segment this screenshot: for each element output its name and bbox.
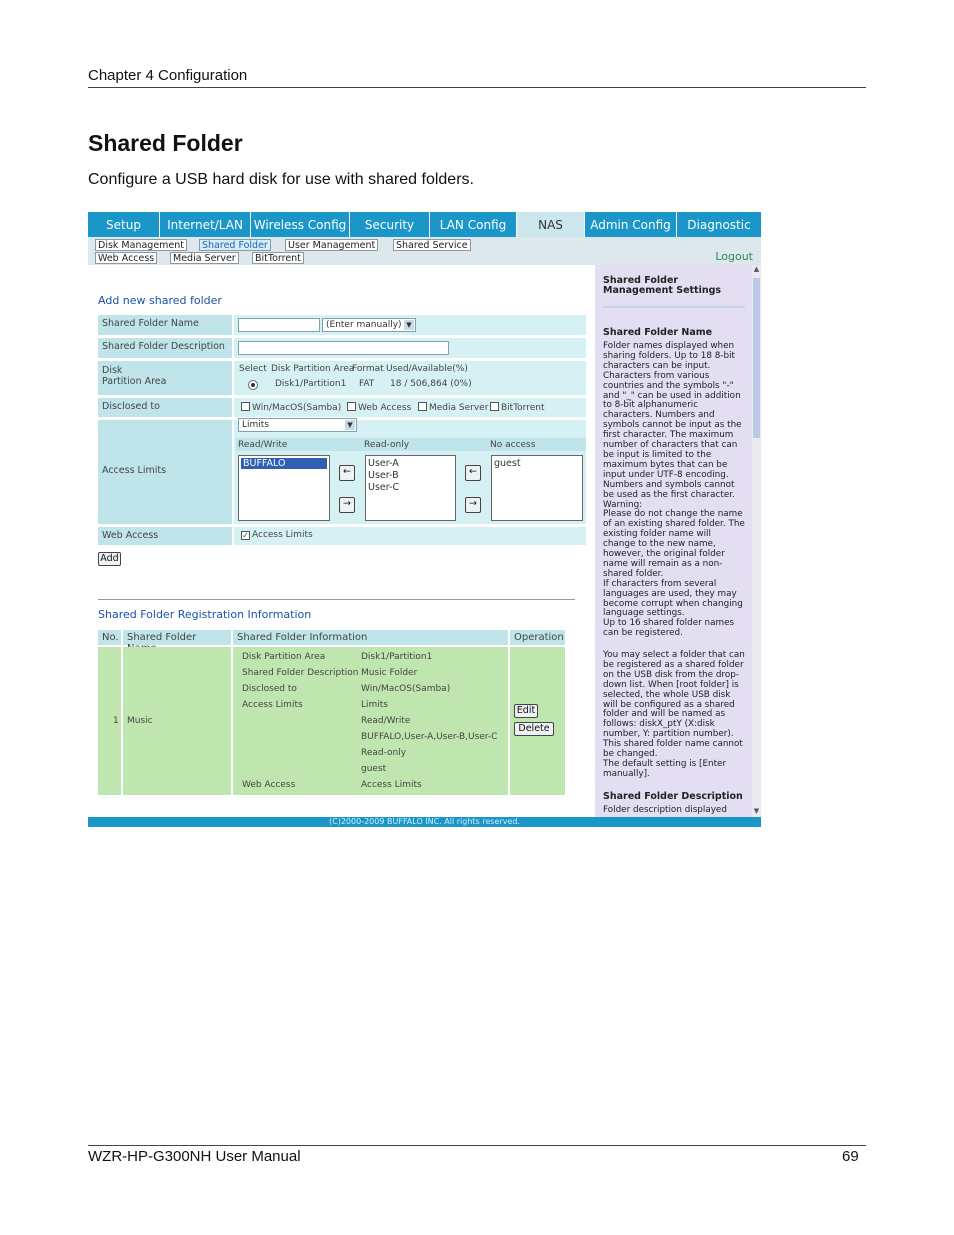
tab-diagnostic[interactable]: Diagnostic	[677, 212, 761, 237]
subnav-bittorrent[interactable]: BitTorrent	[252, 252, 304, 264]
add-folder-title: Add new shared folder	[98, 294, 222, 307]
reg-header-no: No.	[98, 630, 121, 645]
noaccess-user[interactable]: guest	[494, 458, 521, 469]
help-paragraph-name: Folder names displayed when sharing folders. Up to 18 8-bit characters can be input. Characters from various countries and the symbols "-" and "_" can be used in addition to 8-bit alphanumeric characters. Numbers and symbols cannot be input as the first character. The maximum number of characters that can be input is limited to the maximum bytes that can be input under UTF-8 encoding. Numbers and symbols cannot be used as the first character. Warning: Please do not change the name of an existing shared folder. The existing folder name will change to the new name, however, the original folder name will remain as a non-shared folder. If characters from several languages are used, they may become corrupt when changing language settings. Up to 16 shared folder names can be registered.	[603, 341, 745, 639]
disclosed-samba[interactable]	[241, 402, 341, 413]
move-left-button-2[interactable]: ←	[465, 465, 481, 481]
checkbox-icon	[241, 402, 250, 411]
subnav-web-access[interactable]: Web Access	[95, 252, 157, 264]
help-heading-name: Shared Folder Name	[603, 327, 713, 338]
reg-info-value: BUFFALO,User-A,User-B,User-C	[361, 732, 498, 742]
scrollbar-thumb[interactable]	[753, 278, 760, 438]
partition-radio[interactable]	[248, 380, 258, 390]
reg-info-value: Music Folder	[361, 668, 418, 678]
web-access-limits-label: Access Limits	[252, 530, 313, 540]
access-col-readwrite: Read/Write	[238, 440, 288, 450]
tab-internet-lan[interactable]: Internet/LAN	[160, 212, 251, 237]
label-folder-description: Shared Folder Description	[98, 338, 232, 358]
folder-name-select-value: (Enter manually)	[326, 320, 402, 330]
tab-lan-config[interactable]: LAN Config	[430, 212, 517, 237]
partition-header-select: Select	[239, 364, 267, 374]
access-col-readonly: Read-only	[364, 440, 410, 450]
readwrite-list[interactable]	[238, 455, 330, 521]
subnav-media-server[interactable]: Media Server	[170, 252, 239, 264]
reg-info-key: Disclosed to	[242, 684, 297, 694]
readwrite-user[interactable]: BUFFALO	[241, 458, 327, 469]
access-col-noaccess: No access	[490, 440, 536, 450]
web-access-limits-option[interactable]	[241, 530, 313, 540]
tab-setup[interactable]: Setup	[88, 212, 160, 237]
help-divider	[603, 306, 745, 308]
intro-text: Configure a USB hard disk for use with shared folders.	[88, 171, 474, 188]
disclosed-media-label: Media Server	[429, 403, 489, 413]
partition-format-value: FAT	[359, 379, 375, 389]
reg-header-operation: Operation	[510, 630, 565, 645]
noaccess-list[interactable]	[491, 455, 583, 521]
partition-area-value: Disk1/Partition1	[275, 379, 347, 389]
move-right-button-1[interactable]: →	[339, 497, 355, 513]
reg-info-key: Shared Folder Description	[242, 668, 359, 678]
main-content	[88, 265, 595, 817]
tab-security[interactable]: Security	[350, 212, 430, 237]
edit-button[interactable]: Edit	[514, 704, 538, 718]
reg-info-value: Access Limits	[361, 780, 422, 790]
tab-nas[interactable]: NAS	[517, 212, 585, 237]
router-ui-screenshot	[88, 212, 761, 827]
registration-title: Shared Folder Registration Information	[98, 608, 312, 621]
disclosed-web-access[interactable]	[347, 402, 411, 413]
help-paragraph-select: You may select a folder that can be registered as a shared folder on the USB disk from the drop-down list. When [root folder] is selected, the whole USB disk will be configured as a shared folder and will be named as follows: diskX_ptY (X:disk number, Y: partition number). This shared folder name cannot be changed. The default setting is [Enter manually].	[603, 650, 745, 779]
readonly-list[interactable]	[365, 455, 456, 521]
reg-info-key: Access Limits	[242, 700, 303, 710]
help-heading-description: Shared Folder Description	[603, 791, 743, 802]
reg-info-key: Web Access	[242, 780, 296, 790]
checkbox-icon	[490, 402, 499, 411]
reg-info-key: Disk Partition Area	[242, 652, 326, 662]
main-tabs	[88, 212, 761, 237]
chapter-header: Chapter 4 Configuration	[88, 67, 248, 84]
checkbox-icon	[347, 402, 356, 411]
header-rule	[88, 87, 866, 88]
subnav-shared-service[interactable]: Shared Service	[393, 239, 471, 251]
disclosed-bittorrent[interactable]	[490, 402, 545, 413]
subnav-user-management[interactable]: User Management	[285, 239, 378, 251]
readonly-user[interactable]: User-B	[368, 470, 399, 481]
move-right-button-2[interactable]: →	[465, 497, 481, 513]
reg-info-value: Disk1/Partition1	[361, 652, 433, 662]
reg-info-value: Limits	[361, 700, 388, 710]
disclosed-samba-label: Win/MacOS(Samba)	[252, 403, 342, 413]
label-disk-partition-area: Disk Partition Area	[98, 361, 232, 395]
checkbox-icon	[418, 402, 427, 411]
checkbox-checked-icon: ✓	[242, 531, 249, 540]
footer-manual-title: WZR-HP-G300NH User Manual	[88, 1148, 301, 1165]
reg-info-value: guest	[361, 764, 387, 774]
add-button[interactable]: Add	[98, 552, 121, 566]
reg-cell-operation	[510, 647, 565, 795]
dropdown-arrow-icon: ▼	[404, 320, 414, 330]
move-left-button-1[interactable]: ←	[339, 465, 355, 481]
access-limits-select-value: Limits	[242, 420, 269, 430]
reg-header-name: Shared Folder	[123, 630, 231, 645]
access-limits-select[interactable]	[238, 418, 357, 432]
copyright-bar: (C)2000-2009 BUFFALO INC. All rights reserved.	[88, 817, 761, 827]
tab-admin-config[interactable]: Admin Config	[585, 212, 677, 237]
folder-name-input[interactable]	[238, 318, 320, 332]
partition-header-used: Used/Available(%)	[386, 364, 468, 374]
help-paragraph-description: Folder description displayed	[603, 805, 727, 815]
tab-wireless-config[interactable]: Wireless Config	[251, 212, 350, 237]
folder-name-select[interactable]	[322, 318, 416, 332]
footer-rule	[88, 1145, 866, 1146]
partition-header-area: Disk Partition Area	[271, 364, 355, 374]
delete-button[interactable]: Delete	[514, 722, 554, 736]
dropdown-arrow-icon: ▼	[345, 420, 355, 430]
label-access-limits: Access Limits	[98, 420, 232, 524]
label-disclosed-to: Disclosed to	[98, 398, 232, 417]
help-panel	[595, 265, 761, 817]
reg-row-no: 1	[113, 716, 119, 726]
reg-row-name: Music	[127, 716, 153, 726]
disclosed-bittorrent-label: BitTorrent	[501, 403, 545, 413]
label-folder-name: Shared Folder Name	[98, 315, 232, 335]
scroll-up-icon[interactable]: ▲	[753, 265, 760, 273]
reg-info-value: Win/MacOS(Samba)	[361, 684, 451, 694]
subnav-shared-folder[interactable]: Shared Folder	[199, 239, 271, 251]
logout-link[interactable]: Logout	[715, 250, 753, 263]
partition-header-format: Format	[352, 364, 384, 374]
disclosed-media-server[interactable]	[418, 402, 488, 413]
readonly-user[interactable]: User-C	[368, 482, 400, 493]
reg-header-info: Shared Folder Information	[233, 630, 508, 645]
reg-info-value: Read/Write	[361, 716, 411, 726]
reg-info-value: Read-only	[361, 748, 407, 758]
disclosed-web-label: Web Access	[358, 403, 412, 413]
partition-used-value: 18 / 506,864 (0%)	[390, 379, 472, 389]
section-title: Shared Folder	[88, 130, 243, 156]
page-number: 69	[842, 1148, 859, 1165]
folder-description-input[interactable]	[238, 341, 449, 355]
label-web-access: Web Access	[98, 527, 232, 545]
readonly-user[interactable]: User-A	[368, 458, 399, 469]
help-title: Shared Folder Management Settings	[603, 275, 722, 296]
subnav-disk-management[interactable]: Disk Management	[95, 239, 187, 251]
sub-navigation	[88, 237, 761, 265]
scroll-down-icon[interactable]: ▼	[753, 807, 760, 815]
section-divider	[98, 599, 575, 600]
